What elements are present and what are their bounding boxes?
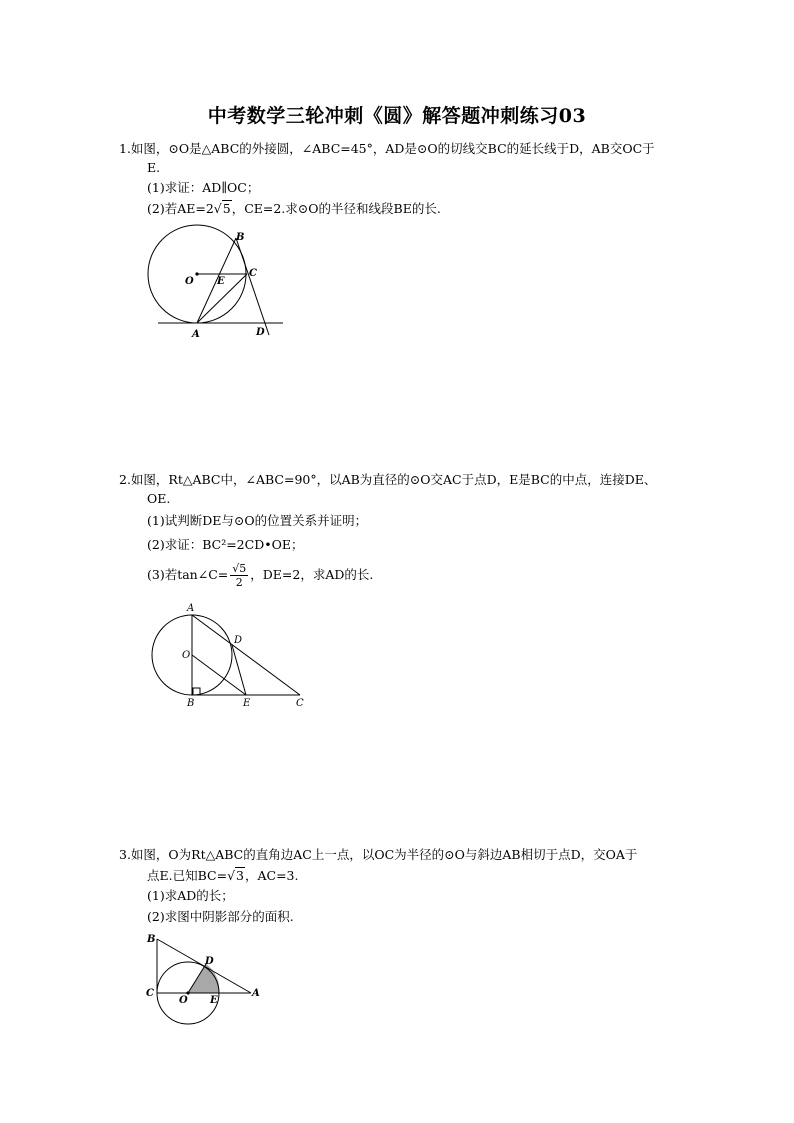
q1-label-d: D	[256, 327, 265, 338]
q1-center-dot	[195, 272, 198, 275]
q1-stem-line1: 1.如图，⊙O是△ABC的外接圆，∠ABC=45°，AD是⊙O的切线交BC的延长线于D，AB交OC于	[119, 141, 655, 156]
q3-label-e: E	[210, 995, 218, 1006]
q2-label-e: E	[243, 698, 251, 709]
sqrt-symbol: √3	[227, 868, 244, 883]
q1-segment-bd	[236, 238, 269, 335]
q2-label-a: A	[187, 603, 195, 614]
q1-label-e: E	[217, 276, 225, 287]
q1-label-c: C	[249, 268, 257, 279]
q2-label-o: O	[182, 650, 191, 661]
q2-figure	[150, 600, 320, 710]
q1-part2-radicand: 5	[222, 201, 231, 216]
q3-label-a: A	[252, 988, 260, 999]
q2-segment-ac	[192, 615, 300, 695]
q2-stem-line2: OE.	[147, 491, 171, 506]
q2-part3-denominator: 2	[235, 576, 243, 589]
q3-stem-line2	[147, 868, 298, 884]
q1-part2	[147, 201, 441, 217]
q1-label-o: O	[185, 276, 194, 287]
sqrt-symbol: √5	[213, 201, 231, 216]
q3-label-o: O	[179, 995, 188, 1006]
q2-label-c: C	[296, 698, 304, 709]
q2-label-d: D	[234, 635, 243, 646]
q3-part1: (1)求AD的长；	[147, 888, 234, 903]
q1-part1: (1)求证：AD∥OC；	[147, 180, 260, 195]
q1-label-a: A	[192, 329, 200, 340]
q2-part2: (2)求证：BC²=2CD•OE；	[147, 537, 304, 552]
q2-stem-line1: 2.如图，Rt△ABC中，∠ABC=90°，以AB为直径的⊙O交AC于点D，E是BC的中点，连接DE、	[119, 472, 657, 487]
q2-part3	[147, 562, 373, 589]
q3-part2: (2)求图中阴影部分的面积.	[147, 909, 294, 924]
q1-label-b: B	[236, 232, 245, 243]
q1-figure	[140, 225, 290, 345]
q2-part3-prefix: (3)若tan∠C=	[147, 567, 229, 582]
q2-part1: (1)试判断DE与⊙O的位置关系并证明；	[147, 513, 368, 528]
q3-figure	[145, 930, 275, 1030]
q3-label-c: C	[146, 988, 154, 999]
q2-part3-numerator: √5	[232, 562, 247, 575]
q3-stem-line1: 3.如图，O为Rt△ABC的直角边AC上一点，以OC为半径的⊙O与斜边AB相切于点D，交OA于	[119, 847, 638, 862]
q1-part2-prefix: (2)若AE=2	[147, 201, 214, 216]
q3-label-d: D	[205, 956, 214, 967]
q3-stem-line2-prefix: 点E.已知BC=	[147, 868, 228, 883]
q1-stem-line2: E.	[147, 160, 161, 175]
q1-part2-suffix: ，CE=2.求⊙O的半径和线段BE的长.	[231, 201, 441, 216]
q3-stem-line2-suffix: ，AC=3.	[244, 868, 299, 883]
page-title: 中考数学三轮冲刺《圆》解答题冲刺练习03	[207, 105, 587, 127]
q2-label-b: B	[187, 698, 195, 709]
q2-part3-fraction	[230, 562, 248, 589]
q2-segment-de	[232, 645, 246, 695]
q3-label-b: B	[147, 934, 156, 945]
q3-stem-radicand: 3	[236, 868, 244, 883]
q2-part3-suffix: ，DE=2，求AD的长.	[250, 567, 374, 582]
